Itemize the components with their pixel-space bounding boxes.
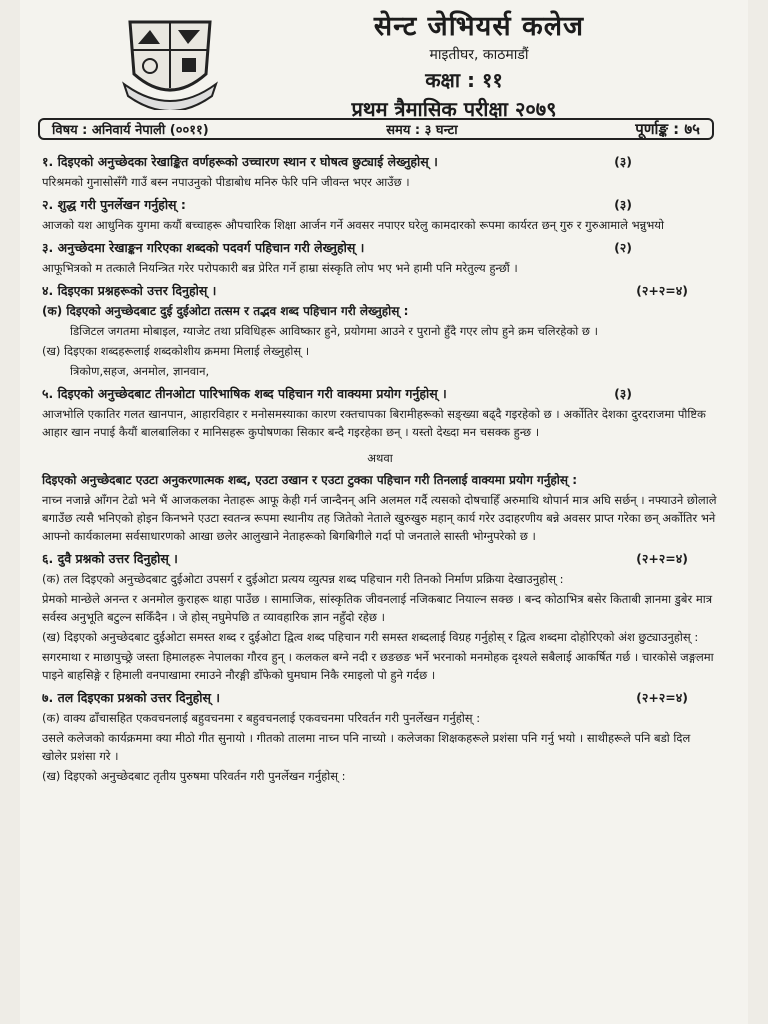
question-marks: (२+२=४) [636, 551, 688, 566]
alt-question-text: नाच्न नजान्ने आँगन टेढो भने भैं आजकलका नेताहरू आफू केही गर्न जान्दैनन् अनि अलमल गर्दै त्यसको दोषचाहिँ अरुमाथि थोपार्न मात्र अघि सर्छन् । नफ्याउने छोलाले बगाउँछ त्यसै भनिएको होइन किनभने एउटा स्वतन्त्र रूपमा स्थानीय तह जितेको नेताले खुरुखुरु महान् कार्य गरेर उदाहरणीय बन्ने अवसर प्राप्त गरेका छन् अर्कोतिर भने आफ्नो कार्यकालमा सर्वसाधारणको आखा छलेर आलुखाने नेताहरूको बिगबिगीले गर्दा पो जनताले सास्ती भोग्नुपरेको छ । [42, 493, 717, 543]
question-text: आजभोलि एकातिर गलत खानपान, आहारविहार र मनोसमस्याका कारण रक्तचापका बिरामीहरूको सङ्ख्या बढ्दै गइरहेको छ । अर्कोतिर देशका दुरदराजमा पौष्टिक आहार खान नपाई कैयौं बालबालिका र मानिसहरू कुपोषणका सिकार बन्दै गइरहेका छन् । यस्तो देख्दा मन चसक्क हुन्छ । [42, 407, 706, 439]
subquestion-title: (क) तल दिइएको अनुच्छेदबाट दुईओटा उपसर्ग र दुईओटा प्रत्यय व्युत्पन्न शब्द पहिचान गरी तिनको निर्माण प्रक्रिया देखाउनुहोस् : [42, 572, 564, 586]
exam-header [20, 6, 748, 122]
question-text: परिश्रमको गुनासोसँगै गाउँ बस्न नपाउनुको पीडाबोध मनिरु फेरि पनि जीवन्त भएर आउँछ । [42, 175, 410, 189]
question-title: ७. तल दिइएका प्रश्नको उत्तर दिनुहोस् । [42, 690, 220, 705]
subquestion-title: (ख) दिइएको अनुच्छेदबाट तृतीय पुरुषमा परिवर्तन गरी पुनर्लेखन गर्नुहोस् : [42, 769, 346, 783]
question-text: आजको यश आधुनिक युगमा कयौं बच्चाहरू औपचारिक शिक्षा आर्जन गर्ने अवसर नपाएर घरेलु कामदारको रूपमा कार्यरत छन् गुरु र गुरुआमाले भन्नुभयो [42, 218, 664, 232]
full-marks-label: पूर्णाङ्क : ७५ [635, 120, 700, 138]
subquestion-text: डिजिटल जगतमा मोबाइल, ग्याजेट तथा प्रविधिहरू आविष्कार हुने, प्रयोगमा आउने र पुरानो हुँदै गएर लोप हुने क्रम चलिरहेको छ । [70, 324, 598, 338]
question-title: ६. दुवै प्रश्नको उत्तर दिनुहोस् । [42, 551, 178, 566]
subquestion-title: (ख) दिइएका शब्दहरूलाई शब्दकोशीय क्रममा मिलाई लेख्नुहोस् । [42, 344, 310, 358]
time-label: समय : ३ घन्टा [386, 123, 458, 138]
question-title: २. शुद्ध गरी पुनर्लेखन गर्नुहोस् : [42, 197, 186, 212]
college-address: माइतीघर, काठमाडौं [429, 47, 529, 63]
question-1 [42, 153, 718, 171]
exam-page [20, 0, 748, 1024]
questions [42, 148, 718, 787]
question-title: ४. दिइएका प्रश्नहरूको उत्तर दिनुहोस् । [42, 283, 217, 298]
question-marks: (२+२=४) [636, 283, 688, 298]
question-text: आफूभित्रको म तत्कालै नियन्त्रित गरेर परोपकारी बन्न प्रेरित गर्ने हाम्रा संस्कृति लोप भए भने हामी पनि मरेतुल्य हुन्छौं । [42, 261, 518, 275]
subquestion-text: उसले कलेजको कार्यक्रममा क्या मीठो गीत सुनायो । गीतको तालमा नाच्न पनि नाच्यो । कलेजका शिक्षकहरूले प्रशंसा पनि गर्नु भयो । साथीहरूले पनि बडो दिल खोलेर प्रशंसा गरे । [42, 731, 691, 763]
subquestion-title: (ख) दिइएको अनुच्छेदबाट दुईओटा समस्त शब्द र दुईओटा द्वित्व शब्द पहिचान गरी समस्त शब्दलाई विग्रह गर्नुहोस् र द्वित्व शब्दमा दोहोरिएको अंश छुट्याउनुहोस् : [42, 630, 699, 644]
question-title: ३. अनुच्छेदमा रेखाङ्कन गरिएका शब्दको पदवर्ग पहिचान गरी लेख्नुहोस् । [42, 240, 365, 255]
or-divider: अथवा [367, 451, 393, 465]
question-7 [42, 689, 718, 707]
exam-info-box [38, 118, 714, 140]
subquestion-text: प्रेमको मान्छेले अनन्त र अनमोल कुराहरू थाहा पाउँछ । सामाजिक, सांस्कृतिक जीवनलाई नजिकबाट नियाल्न सक्छ । बन्द कोठाभित्र बसेर किताबी ज्ञानमा डुबेर मात्र सर्वस्व अनुभूति बटुल्न सकिँदैन । जे होस् नघुमेपछि त व्यावहारिक ज्ञान नहुँदो रहेछ । [42, 592, 713, 624]
subquestion-title: (क) दिइएको अनुच्छेदबाट दुई दुईओटा तत्सम र तद्भव शब्द पहिचान गरी लेख्नुहोस् : [42, 304, 409, 318]
question-2 [42, 196, 718, 214]
subquestion-text: सगरमाथा र माछापुच्छ्रे जस्ता हिमालहरू नेपालका गौरव हुन् । कलकल बग्ने नदी र छङछङ भर्ने भरनाको मनमोहक दृश्यले सबैलाई आकर्षित गर्छ । चारकोसे जङ्गलमा पाइने बाहसिङ्गे र हिमाली वनपाखामा रमाउने नौरङ्गी डाँफेको घुमघाम निकै रमाइलो पो हुने गर्दछ । [42, 650, 714, 682]
question-marks: (३) [614, 386, 632, 401]
college-name: सेन्ट जेभियर्स कलेज [373, 11, 585, 42]
question-marks: (३) [614, 197, 632, 212]
question-6 [42, 550, 718, 568]
class-label: कक्षा : ११ [425, 68, 503, 92]
question-3 [42, 239, 718, 257]
question-title: १. दिइएको अनुच्छेदका रेखाङ्कित वर्णहरूको उच्चारण स्थान र घोषत्व छुट्याई लेख्नुहोस् । [42, 154, 438, 169]
question-marks: (३) [614, 154, 632, 169]
subquestion-text: त्रिकोण,सहज, अनमोल, ज्ञानवान, [70, 364, 210, 378]
exam-title: प्रथम त्रैमासिक परीक्षा २०७९ [351, 97, 557, 121]
question-title: ५. दिइएको अनुच्छेदबाट तीनओटा पारिभाषिक शब्द पहिचान गरी वाक्यमा प्रयोग गर्नुहोस् । [42, 386, 447, 401]
subject-label: विषय : अनिवार्य नेपाली (००११) [52, 123, 209, 138]
question-4 [42, 282, 718, 300]
alt-question-title: दिइएको अनुच्छेदबाट एउटा अनुकरणात्मक शब्द, एउटा उखान र एउटा टुक्का पहिचान गरी तिनलाई वाक्यमा प्रयोग गर्नुहोस् : [42, 473, 577, 487]
subquestion-title: (क) वाक्य ढाँचासहित एकवचनलाई बहुवचनमा र बहुवचनलाई एकवचनमा परिवर्तन गरी पुनर्लेखन गर्नुहोस् : [42, 711, 481, 725]
question-marks: (२) [614, 240, 632, 255]
question-5 [42, 385, 718, 403]
question-marks: (२+२=४) [636, 690, 688, 705]
